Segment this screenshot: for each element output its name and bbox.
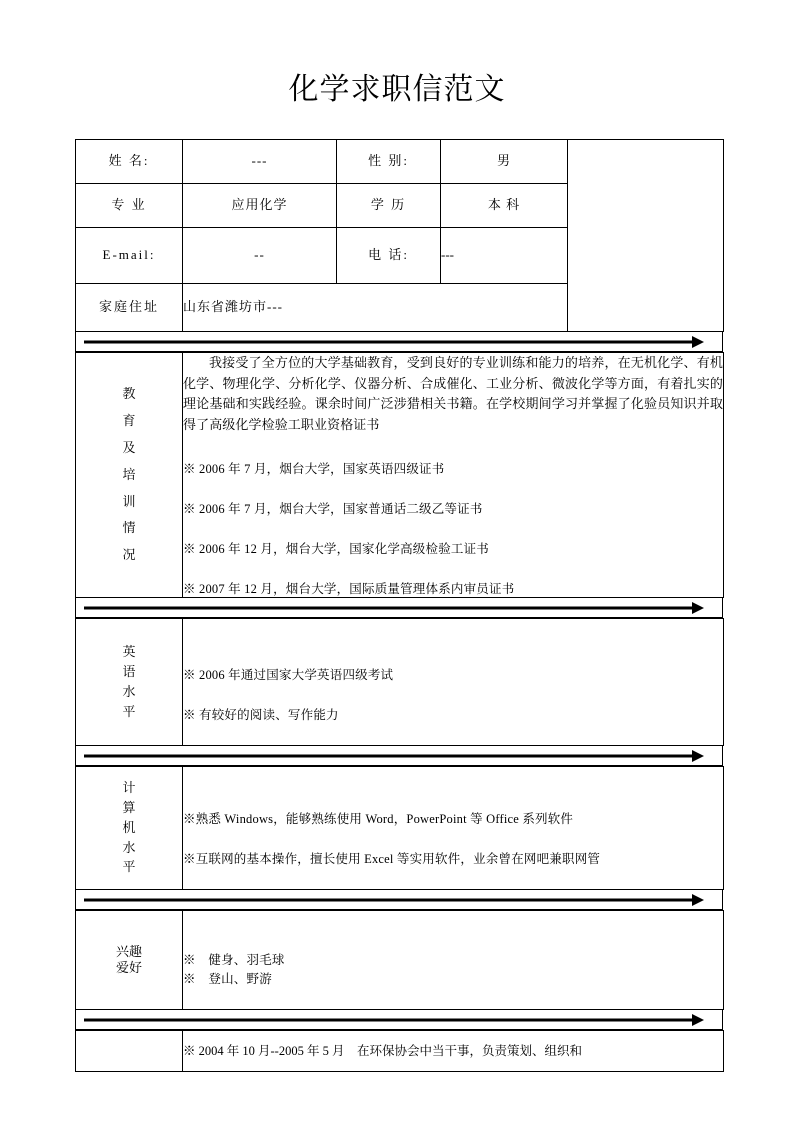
computer-label (76, 767, 183, 890)
label-char: 平 (122, 703, 136, 719)
table-row (76, 619, 724, 746)
table-row (76, 767, 724, 890)
english-item: ※ 有较好的阅读、写作能力 (183, 708, 339, 722)
experience-label (76, 1031, 183, 1072)
photo-placeholder-cell (568, 140, 724, 332)
interests-body (183, 911, 724, 1010)
degree-label: 学 历 (337, 184, 441, 228)
arrow-head-icon (692, 336, 704, 348)
arrow-right-icon (84, 340, 696, 343)
table-row (76, 353, 724, 598)
english-body (183, 619, 724, 746)
resume-form (75, 139, 723, 1072)
table-row (76, 140, 724, 184)
experience-table (75, 1030, 724, 1072)
major-label: 专 业 (76, 184, 183, 228)
label-char: 及 (122, 440, 136, 456)
interest-item: ※ 健身、羽毛球 (183, 953, 285, 967)
interests-label (76, 911, 183, 1010)
gender-label: 性 别: (337, 140, 441, 184)
label-char: 育 (122, 413, 136, 429)
computer-body (183, 767, 724, 890)
table-row (76, 911, 724, 1010)
interest-item: ※ 登山、野游 (183, 972, 272, 986)
label-char: 语 (122, 663, 136, 679)
section-separator-3 (75, 746, 723, 766)
section-separator-2 (75, 598, 723, 618)
label-char: 水 (122, 839, 136, 855)
label-char: 英 (122, 644, 136, 660)
label-char: 况 (122, 547, 136, 563)
label-char: 情 (122, 520, 136, 536)
arrow-head-icon (692, 750, 704, 762)
english-item: ※ 2006 年通过国家大学英语四级考试 (183, 668, 394, 682)
computer-table (75, 766, 724, 890)
education-body (183, 353, 724, 598)
major-value[interactable]: 应用化学 (183, 184, 337, 228)
gender-value[interactable]: 男 (441, 140, 568, 184)
certificate-item: ※ 2007 年 12 月，烟台大学，国际质量管理体系内审员证书 (183, 582, 515, 596)
computer-item: ※熟悉 Windows，能够熟练使用 Word，PowerPoint 等 Office 系列软件 (183, 812, 574, 826)
phone-value[interactable]: --- (441, 228, 568, 284)
email-label: E-mail: (76, 228, 183, 284)
page-title: 化学求职信范文 (288, 73, 506, 106)
certificate-item: ※ 2006 年 7 月，烟台大学，国家英语四级证书 (183, 462, 445, 476)
experience-item: ※ 2004 年 10 月--2005 年 5 月 在环保协会中当干事，负责策划、组织和 (183, 1031, 724, 1072)
arrow-right-icon (84, 1018, 696, 1021)
certificate-item: ※ 2006 年 7 月，烟台大学，国家普通话二级乙等证书 (183, 502, 483, 516)
arrow-head-icon (692, 894, 704, 906)
arrow-right-icon (84, 898, 696, 901)
education-table (75, 352, 724, 598)
personal-info-table (75, 139, 724, 332)
education-label (76, 353, 183, 598)
label-char: 机 (122, 819, 136, 835)
english-table (75, 618, 724, 746)
arrow-right-icon (84, 754, 696, 757)
arrow-right-icon (84, 606, 696, 609)
phone-label: 电 话: (337, 228, 441, 284)
interests-table (75, 910, 724, 1010)
name-label: 姓 名: (76, 140, 183, 184)
address-label: 家庭住址 (76, 284, 183, 332)
section-separator-5 (75, 1010, 723, 1030)
degree-value[interactable]: 本 科 (441, 184, 568, 228)
label-char: 爱好 (115, 959, 142, 975)
table-row (76, 1031, 724, 1072)
label-char: 算 (122, 800, 136, 816)
label-char: 计 (122, 780, 136, 796)
section-separator-1 (75, 332, 723, 352)
english-label (76, 619, 183, 746)
address-value[interactable]: 山东省潍坊市--- (183, 284, 568, 332)
arrow-head-icon (692, 1014, 704, 1026)
label-char: 平 (122, 859, 136, 875)
name-value[interactable]: --- (183, 140, 337, 184)
label-char: 训 (122, 493, 136, 509)
email-value[interactable]: -- (183, 228, 337, 284)
label-char: 兴趣 (115, 944, 142, 960)
arrow-head-icon (692, 602, 704, 614)
label-char: 培 (122, 466, 136, 482)
label-char: 教 (122, 386, 136, 402)
computer-item: ※互联网的基本操作，擅长使用 Excel 等实用软件，业余曾在网吧兼职网管 (183, 852, 601, 866)
education-paragraph: 我接受了全方位的大学基础教育，受到良好的专业训练和能力的培养，在无机化学、有机化学、物理化学、分析化学、仪器分析、合成催化、工业分析、微波化学等方面，有着扎实的理论基础和实践经验。课余时间广泛涉猎相关书籍。在学校期间学习并掌握了化验员知识并取得了高级化学检验工职业资格证书 (183, 355, 723, 432)
certificate-item: ※ 2006 年 12 月，烟台大学，国家化学高级检验工证书 (183, 542, 490, 556)
section-separator-4 (75, 890, 723, 910)
label-char: 水 (122, 683, 136, 699)
